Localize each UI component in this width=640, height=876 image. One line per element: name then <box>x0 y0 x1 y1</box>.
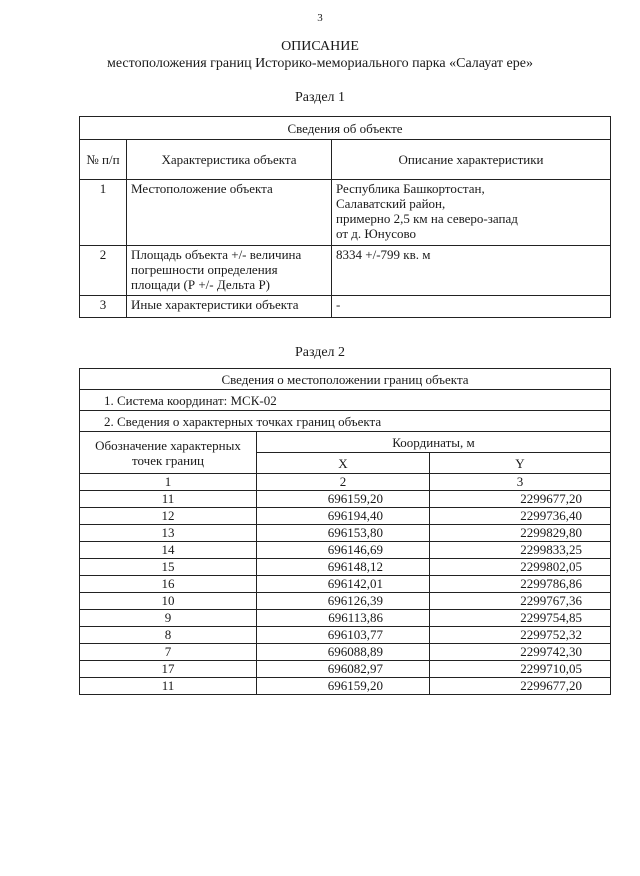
point-id: 17 <box>80 661 257 678</box>
table-row <box>80 610 611 627</box>
table-row <box>80 542 611 559</box>
point-y: 2299754,85 <box>430 610 611 627</box>
row-characteristic: Иные характеристики объекта <box>127 296 332 318</box>
title-line-2: местоположения границ Историко-мемориального парка «Салауат ере» <box>107 56 533 71</box>
point-id: 15 <box>80 559 257 576</box>
section-1-title: Раздел 1 <box>294 90 346 105</box>
point-id: 8 <box>80 627 257 644</box>
table-row <box>80 180 611 246</box>
description-line: примерно 2,5 км на северо-запад <box>336 211 518 226</box>
row-description <box>332 180 611 246</box>
table-row <box>80 661 611 678</box>
column-point-header: Обозначение характерных точек границ <box>80 432 257 474</box>
row-characteristic: Площадь объекта +/- величина погрешности определения площади (Р +/- Дельта Р) <box>127 246 332 296</box>
column-y-header: Y <box>430 453 611 474</box>
point-x: 696148,12 <box>257 559 430 576</box>
point-x: 696126,39 <box>257 593 430 610</box>
point-y: 2299736,40 <box>430 508 611 525</box>
description-line: Салаватский район, <box>336 196 446 211</box>
table-row <box>80 491 611 508</box>
point-id: 11 <box>80 678 257 695</box>
point-id: 7 <box>80 644 257 661</box>
point-x: 696146,69 <box>257 542 430 559</box>
point-x: 696113,86 <box>257 610 430 627</box>
point-id: 10 <box>80 593 257 610</box>
point-y: 2299829,80 <box>430 525 611 542</box>
table-row <box>80 508 611 525</box>
point-id: 12 <box>80 508 257 525</box>
coordinate-system-row: 1. Система координат: МСК-02 <box>80 390 611 411</box>
point-id: 14 <box>80 542 257 559</box>
point-x: 696159,20 <box>257 491 430 508</box>
title-line-1: ОПИСАНИЕ <box>281 39 359 54</box>
row-number: 2 <box>80 246 127 296</box>
table-row <box>80 678 611 695</box>
point-id: 16 <box>80 576 257 593</box>
document-title <box>0 38 640 72</box>
table-row <box>80 246 611 296</box>
point-x: 696142,01 <box>257 576 430 593</box>
table-row <box>80 296 611 318</box>
description-line: Республика Башкортостан, <box>336 181 485 196</box>
point-x: 696153,80 <box>257 525 430 542</box>
object-info-header: Сведения об объекте <box>80 117 611 140</box>
point-y: 2299752,32 <box>430 627 611 644</box>
row-characteristic: Местоположение объекта <box>127 180 332 246</box>
point-x: 696082,97 <box>257 661 430 678</box>
column-characteristic-header: Характеристика объекта <box>127 140 332 180</box>
row-number: 3 <box>80 296 127 318</box>
table-row <box>80 593 611 610</box>
object-info-table <box>79 116 611 318</box>
column-number-header: № п/п <box>80 140 127 180</box>
point-x: 696088,89 <box>257 644 430 661</box>
table-row <box>80 644 611 661</box>
point-y: 2299786,86 <box>430 576 611 593</box>
point-id: 11 <box>80 491 257 508</box>
point-y: 2299767,36 <box>430 593 611 610</box>
point-y: 2299802,05 <box>430 559 611 576</box>
index-cell: 1 <box>80 474 257 491</box>
point-y: 2299742,30 <box>430 644 611 661</box>
table-row <box>80 559 611 576</box>
point-y: 2299833,25 <box>430 542 611 559</box>
points-info-row: 2. Сведения о характерных точках границ объекта <box>80 411 611 432</box>
page-number: 3 <box>317 12 323 24</box>
point-x: 696159,20 <box>257 678 430 695</box>
section-2-title: Раздел 2 <box>294 345 346 360</box>
boundary-coordinates-table <box>79 368 611 695</box>
point-id: 9 <box>80 610 257 627</box>
column-coords-header: Координаты, м <box>257 432 611 453</box>
boundary-info-header: Сведения о местоположении границ объекта <box>80 369 611 390</box>
point-y: 2299677,20 <box>430 678 611 695</box>
table-row <box>80 627 611 644</box>
column-description-header: Описание характеристики <box>332 140 611 180</box>
index-cell: 2 <box>257 474 430 491</box>
point-y: 2299677,20 <box>430 491 611 508</box>
table-row <box>80 576 611 593</box>
point-x: 696103,77 <box>257 627 430 644</box>
table-row <box>80 525 611 542</box>
row-number: 1 <box>80 180 127 246</box>
point-y: 2299710,05 <box>430 661 611 678</box>
index-cell: 3 <box>430 474 611 491</box>
row-description: - <box>332 296 611 318</box>
column-x-header: X <box>257 453 430 474</box>
point-id: 13 <box>80 525 257 542</box>
row-description: 8334 +/-799 кв. м <box>332 246 611 296</box>
point-x: 696194,40 <box>257 508 430 525</box>
description-line: от д. Юнусово <box>336 226 417 241</box>
